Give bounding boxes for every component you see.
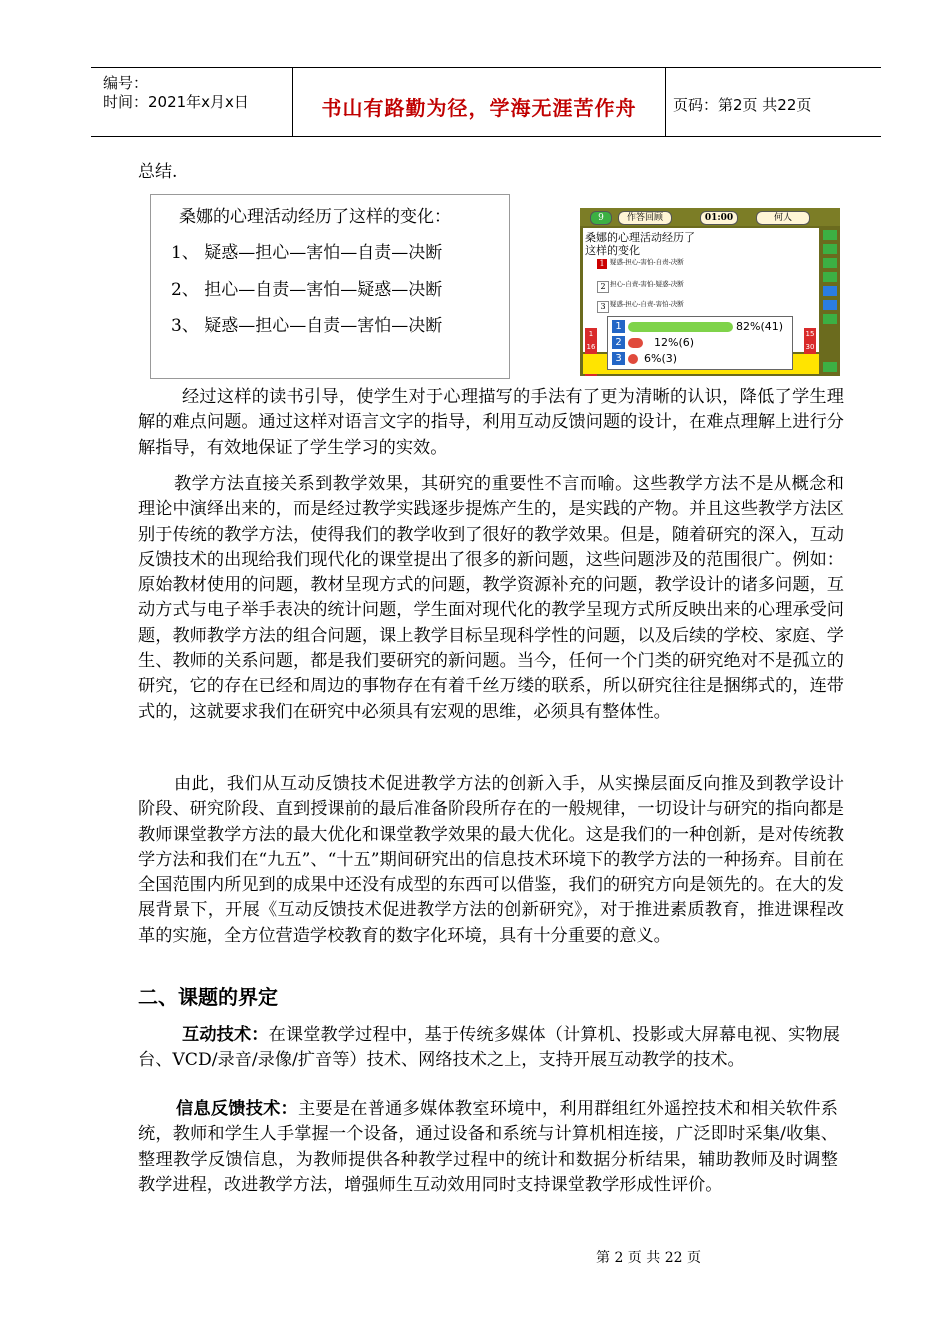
time-label: 时间：2021年x月x日 — [103, 93, 249, 111]
sidebar-button[interactable] — [823, 300, 837, 310]
sidebar-button[interactable] — [823, 258, 837, 268]
section-heading: 二、课题的界定 — [138, 985, 278, 1009]
result-label: 1 — [612, 320, 625, 333]
quote-option: 1、 疑惑—担心—害怕—自责—决断 — [171, 243, 443, 263]
choice-text: 疑惑-担心-自责-害怕-决断 — [610, 300, 684, 308]
sidebar-button[interactable] — [823, 314, 837, 324]
result-label: 2 — [612, 336, 625, 349]
result-label: 3 — [612, 352, 625, 365]
sidebar-button[interactable] — [823, 244, 837, 254]
choice-marker: 1 — [597, 259, 607, 269]
motto: 书山有路勤为径，学海无涯苦作舟 — [321, 96, 637, 120]
summary-word: 总结. — [138, 162, 178, 182]
screenshot-sidebar — [822, 228, 838, 374]
results-popup — [607, 316, 793, 370]
choice-marker: 2 — [597, 281, 609, 293]
result-bar — [628, 338, 643, 348]
page-number-label: 页码：第2页 共22页 — [673, 96, 812, 114]
definition-text: 主要是在普通多媒体教室环境中，利用群组红外遥控技术和相关软件系统，教师和学生人手掌握一个设备，通过设备和系统与计算机相连接，广泛即时采集/收集、整理教学反馈信息，为教师提供各种教学过程中的统计和数据分析结果，辅助教师及时调整教学进程，改进教学方法，增强师生互动效用同时支持课堂教学形成性评价。 — [138, 1099, 838, 1195]
result-text: 6%(3) — [644, 352, 678, 365]
header-motto-cell — [292, 68, 666, 136]
sidebar-button[interactable] — [823, 272, 837, 282]
definition-paragraph — [138, 1097, 838, 1198]
definition-term: 信息反馈技术： — [176, 1099, 298, 1119]
definition-paragraph — [138, 1023, 840, 1074]
sidebar-button[interactable] — [823, 286, 837, 296]
screenshot-toolbar — [580, 208, 840, 226]
paragraph: 由此，我们从互动反馈技术促进教学方法的创新入手，从实操层面反向推及到教学设计阶段、研究阶段、直到授课前的最后准备阶段所存在的一般规律，一切设计与研究的指向都是教师课堂教学方法的最大优化和课堂教学效果的最大优化。这是我们的一种创新，是对传统教学方法和我们在“九五”、“十五”期间研究出的信息技术环境下的教学方法的一种扬弃。目前在全国范围内所见到的成果中还没有成型的东西可以借鉴，我们的研究方向是领先的。在大的发展背景下，开展《互动反馈技术促进教学方法的创新研究》，对于推进素质教育，推进课程改革的实施，全方位营造学校教育的数字化环境，具有十分重要的意义。 — [138, 774, 844, 946]
sidebar-button[interactable] — [823, 230, 837, 240]
result-bar — [628, 354, 638, 364]
quote-option: 2、 担心—自责—害怕—疑惑—决断 — [171, 280, 443, 300]
mode-button[interactable]: 作答回顾 — [618, 211, 672, 225]
quote-title: 桑娜的心理活动经历了这样的变化： — [179, 207, 451, 227]
choice-marker: 3 — [597, 301, 609, 313]
result-text: 82%(41) — [736, 320, 784, 333]
choice-text: 担心-自责-害怕-疑惑-决断 — [610, 280, 684, 288]
user-button[interactable]: 何人 — [756, 211, 810, 225]
result-text: 12%(6) — [654, 336, 695, 349]
definition-text: 在课堂教学过程中，基于传统多媒体（计算机、投影或大屏幕电视、实物展台、VCD/录音/录像/扩音等）技术、网络技术之上，支持开展互动教学的技术。 — [138, 1025, 840, 1071]
seat-number: 30 — [804, 341, 816, 354]
page-header — [91, 67, 881, 137]
clicker-screenshot — [580, 208, 840, 376]
paragraph: 教学方法直接关系到教学效果，其研究的重要性不言而喻。这些教学方法不是从概念和理论中演绎出来的，而是经过教学实践逐步提炼产生的，是实践的产物。并且这些教学方法区别于传统的教学方法，使得我们的教学收到了很好的教学效果。但是，随着研究的深入，互动反馈技术的出现给我们现代化的课堂提出了很多的新问题，这些问题涉及的范围很广。例如：原始教材使用的问题，教材呈现方式的问题，教学资源补充的问题，教学设计的诸多问题，互动方式与电子举手表决的统计问题，学生面对现代化的教学呈现方式所反映出来的心理承受问题，教师教学方法的组合问题，课上教学目标呈现科学性的问题，以及后续的学校、家庭、学生、教师的关系问题，都是我们要研究的新问题。当今，任何一个门类的研究绝对不是孤立的研究，它的存在已经和周边的事物存在有着千丝万缕的联系，所以研究往往是捆绑式的，连带式的，这就要求我们在研究中必须具有宏观的思维，必须具有整体性。 — [138, 474, 844, 722]
serial-label: 编号： — [103, 74, 149, 92]
seat-number: 1 — [585, 328, 597, 341]
quote-option: 3、 疑惑—担心—自责—害怕—决断 — [171, 316, 443, 336]
question-line: 桑娜的心理活动经历了 — [585, 231, 695, 244]
paragraph: 经过这样的读书引导，使学生对于心理描写的手法有了更为清晰的认识，降低了学生理解的难点问题。通过这样对语言文字的指导，利用互动反馈问题的设计，在难点理解上进行分解指导，有效地保证了学生学习的实效。 — [138, 387, 844, 458]
definition-term: 互动技术： — [182, 1025, 269, 1045]
seat-number: 15 — [804, 328, 816, 341]
result-bar — [628, 322, 733, 332]
seat-number: 16 — [585, 341, 597, 354]
sidebar-button[interactable] — [823, 362, 837, 372]
choice-text: 疑惑-担心-害怕-自责-决断 — [610, 258, 684, 266]
timer: 01:00 — [700, 211, 738, 225]
quote-box — [150, 194, 510, 379]
page-footer: 第 2 页 共 22 页 — [596, 1250, 701, 1266]
header-page-cell — [665, 68, 881, 136]
question-line: 这样的变化 — [585, 244, 640, 257]
header-meta-cell — [91, 68, 292, 136]
counter-badge: 9 — [590, 211, 612, 225]
